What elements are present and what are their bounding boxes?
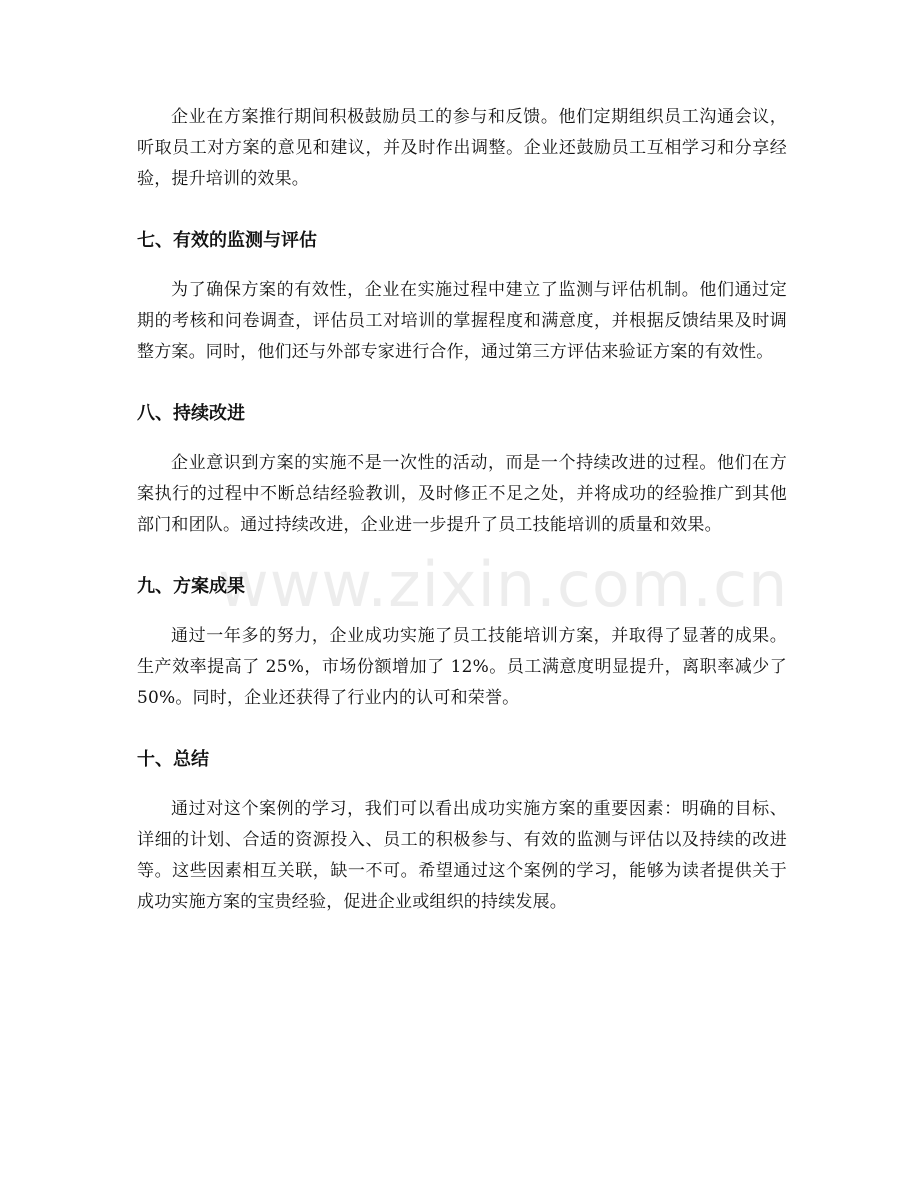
section-10-heading: 十、总结	[137, 749, 209, 770]
document-body	[137, 102, 787, 918]
paragraph-intro: 企业在方案推行期间积极鼓励员工的参与和反馈。他们定期组织员工沟通会议，听取员工对方案的意见和建议，并及时作出调整。企业还鼓励员工互相学习和分享经验，提升培训的效果。	[137, 107, 787, 189]
section-7-paragraph: 为了确保方案的有效性，企业在实施过程中建立了监测与评估机制。他们通过定期的考核和问卷调查，评估员工对培训的掌握程度和满意度，并根据反馈结果及时调整方案。同时，他们还与外部专家进行合作，通过第三方评估来验证方案的有效性。	[137, 280, 787, 362]
watermark-text: www.zixin.com.cn	[218, 548, 789, 621]
section-9-paragraph: 通过一年多的努力，企业成功实施了员工技能培训方案，并取得了显著的成果。生产效率提高了 25%，市场份额增加了 12%。员工满意度明显提升，离职率减少了 50%。同时，企业还获得了行业内的认可和荣誉。	[137, 626, 787, 708]
section-10-paragraph: 通过对这个案例的学习，我们可以看出成功实施方案的重要因素：明确的目标、详细的计划、合适的资源投入、员工的积极参与、有效的监测与评估以及持续的改进等。这些因素相互关联，缺一不可。希望通过这个案例的学习，能够为读者提供关于成功实施方案的宝贵经验，促进企业或组织的持续发展。	[137, 799, 787, 912]
section-8-paragraph: 企业意识到方案的实施不是一次性的活动，而是一个持续改进的过程。他们在方案执行的过程中不断总结经验教训，及时修正不足之处，并将成功的经验推广到其他部门和团队。通过持续改进，企业进一步提升了员工技能培训的质量和效果。	[137, 453, 787, 535]
section-9-heading: 九、方案成果	[137, 576, 245, 597]
section-7-heading: 七、有效的监测与评估	[137, 230, 317, 251]
section-8-heading: 八、持续改进	[137, 403, 245, 424]
